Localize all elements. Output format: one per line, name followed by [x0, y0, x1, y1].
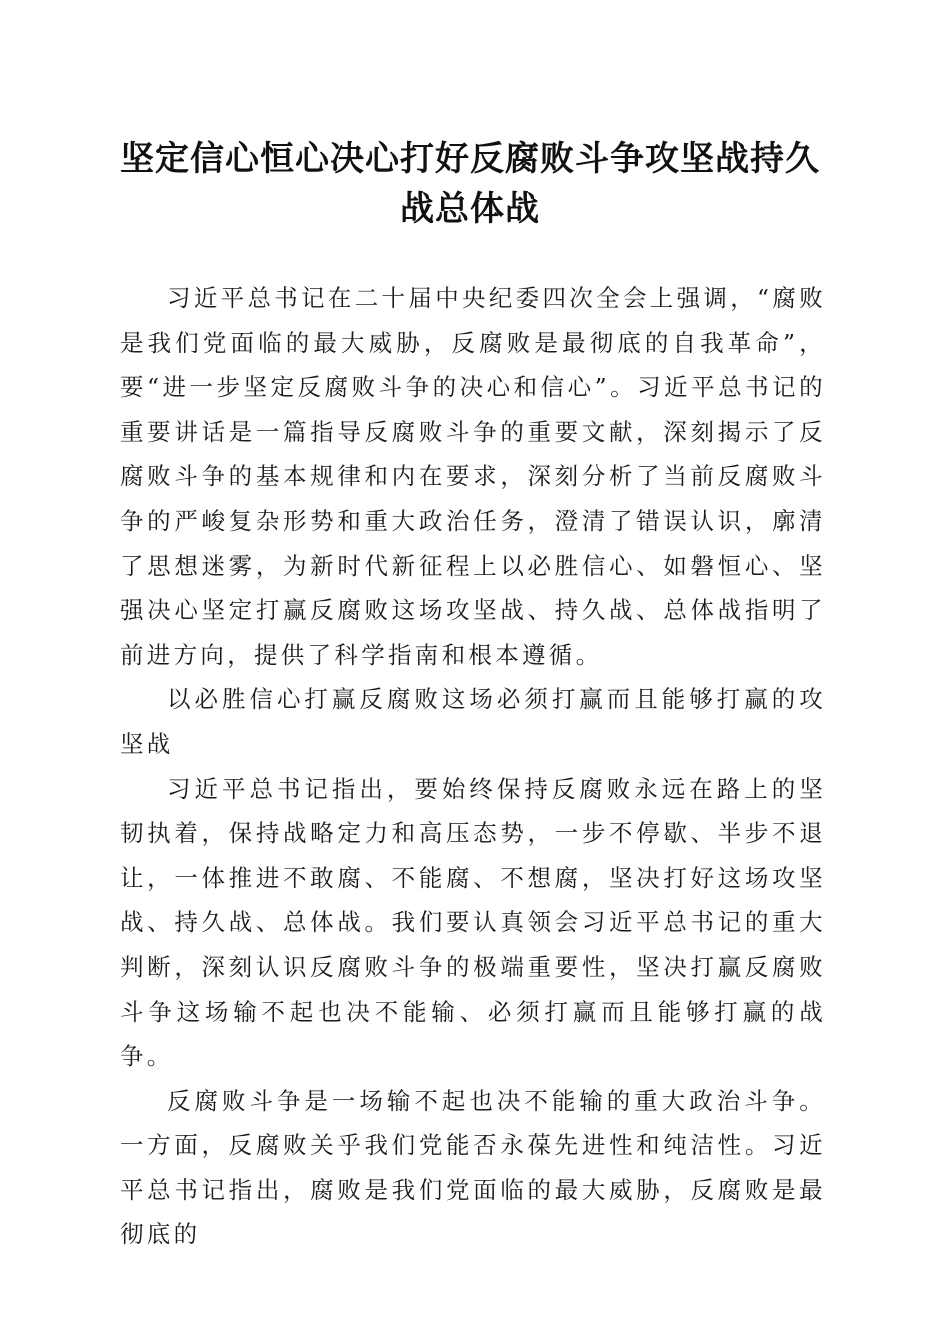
paragraph-third: 反腐败斗争是一场输不起也决不能输的重大政治斗争。一方面，反腐败关乎我们党能否永葆先进性和纯洁性。习近平总书记指出，腐败是我们党面临的最大威胁，反腐败是最彻底的: [120, 1086, 826, 1249]
document-title: 坚定信心恒心决心打好反腐败斗争攻坚战持久战总体战: [120, 139, 820, 229]
paragraph-second: 习近平总书记指出，要始终保持反腐败永远在路上的坚韧执着，保持战略定力和高压态势，一步不停歇、半步不退让，一体推进不敢腐、不能腐、不想腐，坚决打好这场攻坚战、持久战、总体战。我们要认真领会习近平总书记的重大判断，深刻认识反腐败斗争的极端重要性，坚决打赢反腐败斗争这场输不起也决不能输、必须打赢而且能够打赢的战争。: [120, 774, 826, 1071]
paragraph-subheading: 以必胜信心打赢反腐败这场必须打赢而且能够打赢的攻坚战: [120, 685, 826, 758]
document-body: [120, 276, 826, 1257]
paragraph-intro: 习近平总书记在二十届中央纪委四次全会上强调，“腐败是我们党面临的最大威胁，反腐败是最彻底的自我革命”，要“进一步坚定反腐败斗争的决心和信心”。习近平总书记的重要讲话是一篇指导反腐败斗争的重要文献，深刻揭示了反腐败斗争的基本规律和内在要求，深刻分析了当前反腐败斗争的严峻复杂形势和重大政治任务，澄清了错误认识，廓清了思想迷雾，为新时代新征程上以必胜信心、如磐恒心、坚强决心坚定打赢反腐败这场攻坚战、持久战、总体战指明了前进方向，提供了科学指南和根本遵循。: [120, 284, 826, 669]
